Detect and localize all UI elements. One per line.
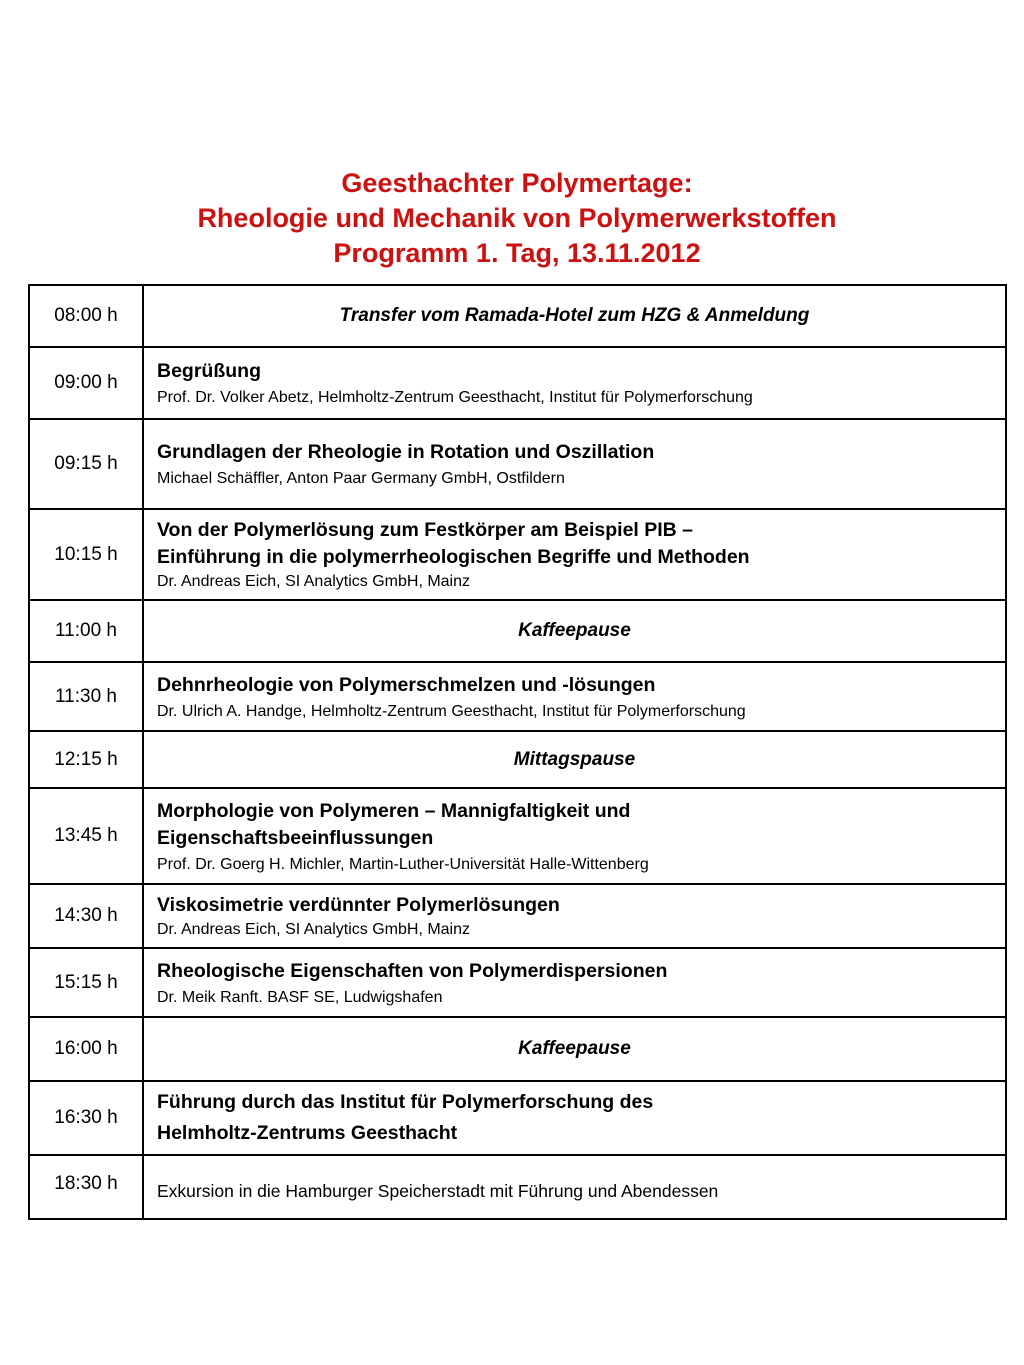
title-line-1: Geesthachter Polymertage:	[341, 168, 693, 198]
session-title-line-1: Führung durch das Institut für Polymerforschung des	[157, 1091, 654, 1113]
table-row	[29, 347, 1006, 419]
table-row	[29, 285, 1006, 347]
table-row	[29, 600, 1006, 662]
session-title-line-1: Morphologie von Polymeren – Mannigfaltigkeit und	[157, 799, 631, 822]
session-cell	[143, 884, 1006, 948]
table-row	[29, 948, 1006, 1017]
session-title: Grundlagen der Rheologie in Rotation und Oszillation	[157, 441, 655, 463]
table-row	[29, 788, 1006, 884]
excursion-cell	[143, 1155, 1006, 1219]
session-speaker: Dr. Andreas Eich, SI Analytics GmbH, Mainz	[157, 573, 471, 590]
session-speaker: Dr. Andreas Eich, SI Analytics GmbH, Mainz	[157, 921, 471, 938]
table-row	[29, 419, 1006, 509]
session-cell	[143, 1081, 1006, 1155]
time-cell: 09:00 h	[29, 347, 143, 419]
transfer-cell: Transfer vom Ramada-Hotel zum HZG & Anmeldung	[143, 285, 1006, 347]
time-cell: 16:30 h	[29, 1081, 143, 1155]
session-speaker: Prof. Dr. Volker Abetz, Helmholtz-Zentrum Geesthacht, Institut für Polymerforschung	[157, 389, 753, 406]
session-title-line-2: Helmholtz-Zentrums Geesthacht	[157, 1122, 458, 1144]
page-title	[0, 166, 1024, 271]
time-cell: 16:00 h	[29, 1017, 143, 1081]
break-cell: Kaffeepause	[143, 600, 1006, 662]
program-table	[28, 284, 1007, 1220]
table-row	[29, 731, 1006, 788]
session-speaker: Dr. Meik Ranft. BASF SE, Ludwigshafen	[157, 988, 443, 1006]
session-cell	[143, 347, 1006, 419]
session-cell	[143, 419, 1006, 509]
table-row	[29, 662, 1006, 731]
session-cell	[143, 788, 1006, 884]
title-line-3: Programm 1. Tag, 13.11.2012	[333, 238, 701, 268]
table-row	[29, 1155, 1006, 1219]
session-speaker: Prof. Dr. Goerg H. Michler, Martin-Luther-Universität Halle-Wittenberg	[157, 855, 649, 873]
time-cell: 13:45 h	[29, 788, 143, 884]
time-cell: 08:00 h	[29, 285, 143, 347]
session-title: Begrüßung	[157, 360, 261, 382]
excursion-text: Exkursion in die Hamburger Speicherstadt mit Führung und Abendessen	[157, 1180, 719, 1201]
table-row	[29, 1081, 1006, 1155]
session-title-line-2: Einführung in die polymerrheologischen Begriffe und Methoden	[157, 546, 750, 568]
time-cell: 12:15 h	[29, 731, 143, 788]
session-cell	[143, 948, 1006, 1017]
session-speaker: Michael Schäffler, Anton Paar Germany GmbH, Ostfildern	[157, 470, 565, 487]
table-row	[29, 509, 1006, 600]
title-line-2: Rheologie und Mechanik von Polymerwerkstoffen	[197, 203, 837, 233]
session-cell	[143, 662, 1006, 731]
session-title: Dehnrheologie von Polymerschmelzen und -lösungen	[157, 673, 656, 696]
session-speaker: Dr. Ulrich A. Handge, Helmholtz-Zentrum Geesthacht, Institut für Polymerforschung	[157, 702, 746, 720]
time-cell: 09:15 h	[29, 419, 143, 509]
time-cell: 15:15 h	[29, 948, 143, 1017]
session-title: Viskosimetrie verdünnter Polymerlösungen	[157, 894, 560, 916]
session-title-line-1: Von der Polymerlösung zum Festkörper am Beispiel PIB –	[157, 519, 694, 541]
session-title: Rheologische Eigenschaften von Polymerdispersionen	[157, 959, 668, 982]
break-cell: Mittagspause	[143, 731, 1006, 788]
break-cell: Kaffeepause	[143, 1017, 1006, 1081]
session-title-line-2: Eigenschaftsbeeinflussungen	[157, 826, 434, 849]
table-row	[29, 1017, 1006, 1081]
time-cell: 11:00 h	[29, 600, 143, 662]
time-cell: 18:30 h	[29, 1155, 143, 1219]
time-cell: 11:30 h	[29, 662, 143, 731]
table-row	[29, 884, 1006, 948]
time-cell: 10:15 h	[29, 509, 143, 600]
time-cell: 14:30 h	[29, 884, 143, 948]
session-cell	[143, 509, 1006, 600]
